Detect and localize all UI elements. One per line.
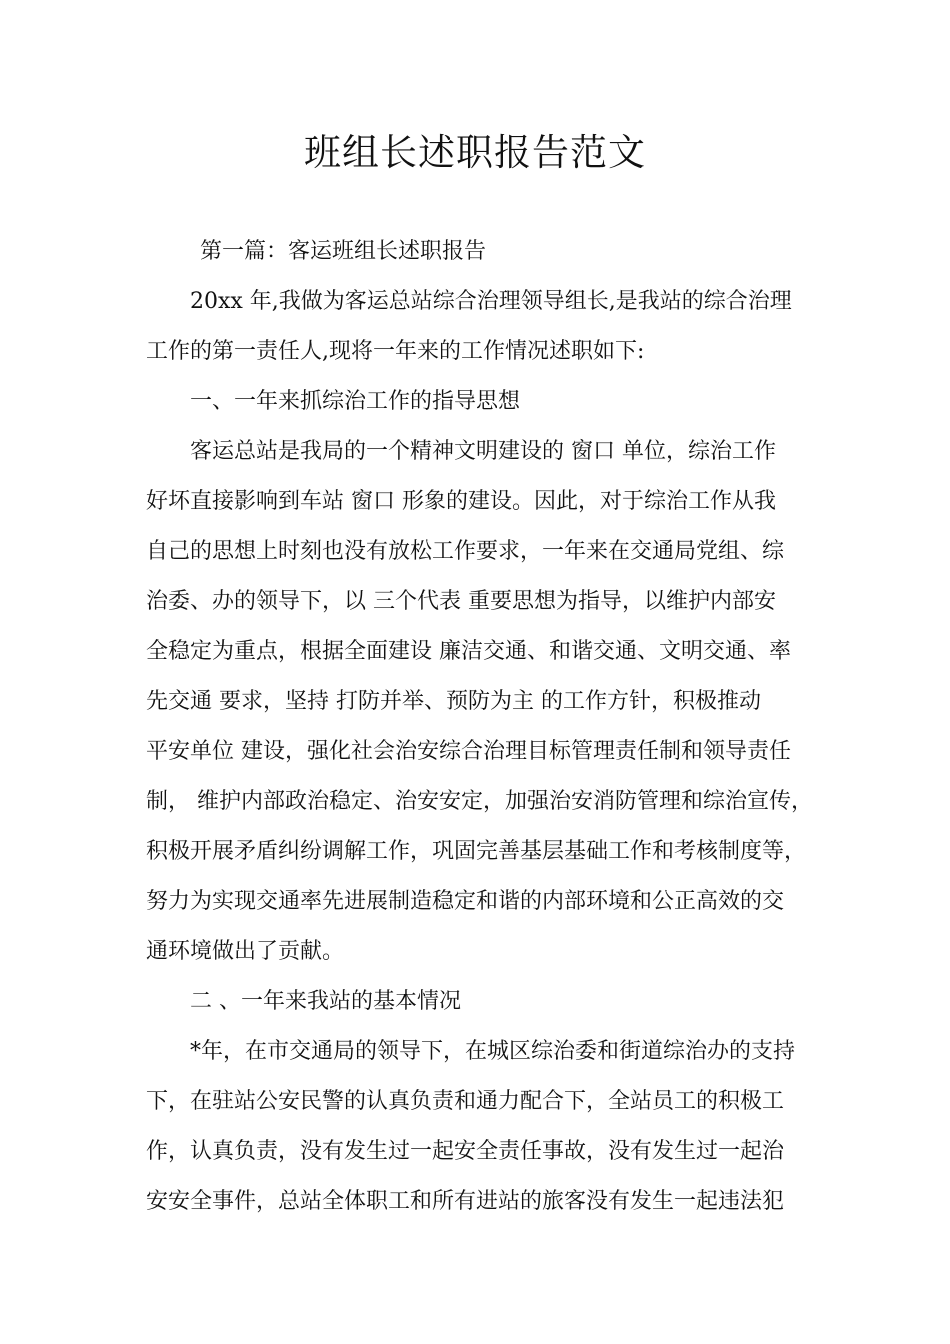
paragraph-line: 制， 维护内部政治稳定、治安安定，加强治安消防管理和综治宣传， [146, 789, 813, 814]
paragraph-line: 先交通 要求，坚持 打防并举、预防为主 的工作方针，积极推动 [146, 689, 761, 714]
paragraph-line: 通环境做出了贡献。 [146, 939, 345, 964]
paragraph-line: 全稳定为重点，根据全面建设 廉洁交通、和谐交通、文明交通、率 [146, 639, 791, 664]
paragraph-line: 下，在驻站公安民警的认真负责和通力配合下，全站员工的积极工 [146, 1089, 785, 1114]
section-heading: 一、一年来抓综治工作的指导思想 [190, 389, 521, 414]
section-heading: 二 、一年来我站的基本情况 [190, 989, 461, 1014]
document-title: 班组长述职报告范文 [304, 131, 646, 174]
section-heading: 第一篇：客运班组长述职报告 [200, 239, 487, 264]
paragraph-line: 客运总站是我局的一个精神文明建设的 窗口 单位，综治工作 [190, 439, 776, 464]
paragraph-line: 安安全事件，总站全体职工和所有进站的旅客没有发生一起违法犯 [146, 1189, 785, 1214]
paragraph-line: 工作的第一责任人,现将一年来的工作情况述职如下: [146, 339, 645, 364]
paragraph-line: 积极开展矛盾纠纷调解工作，巩固完善基层基础工作和考核制度等， [146, 839, 807, 864]
paragraph-line: 好坏直接影响到车站 窗口 形象的建设。因此，对于综治工作从我 [146, 489, 776, 514]
paragraph-line: 自己的思想上时刻也没有放松工作要求，一年来在交通局党组、综 [146, 539, 785, 564]
paragraph-line: *年，在市交通局的领导下，在城区综治委和街道综治办的支持 [190, 1039, 796, 1064]
paragraph-line: 努力为实现交通率先进展制造稳定和谐的内部环境和公正高效的交 [146, 889, 785, 914]
paragraph-line: 平安单位 建设，强化社会治安综合治理目标管理责任制和领导责任 [146, 739, 791, 764]
paragraph-line: 20xx 年,我做为客运总站综合治理领导组长,是我站的综合治理 [190, 289, 792, 314]
paragraph-line: 治委、办的领导下，以 三个代表 重要思想为指导，以维护内部安 [146, 589, 776, 614]
paragraph-line: 作，认真负责，没有发生过一起安全责任事故，没有发生过一起治 [146, 1139, 785, 1164]
